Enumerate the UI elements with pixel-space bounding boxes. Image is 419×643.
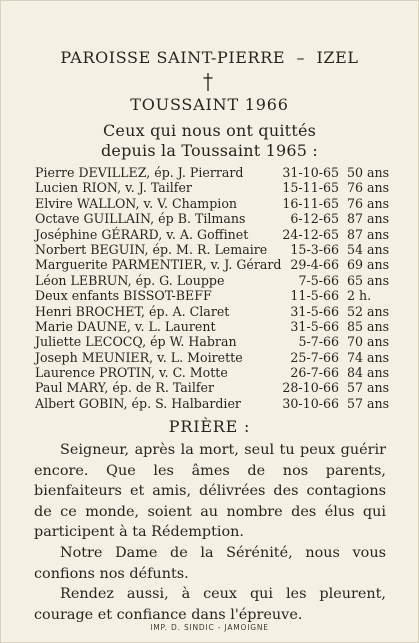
deceased-row bbox=[35, 165, 395, 180]
prayer-text bbox=[34, 440, 386, 625]
death-date: 15-3-66 bbox=[290, 241, 339, 257]
death-date: 11-5-66 bbox=[290, 288, 339, 304]
deceased-row bbox=[35, 396, 395, 411]
death-date: 31-5-66 bbox=[290, 318, 339, 334]
deceased-name: Deux enfants BISSOT-BEFF bbox=[35, 288, 212, 304]
death-date: 26-7-66 bbox=[290, 365, 339, 381]
age: 65 ans bbox=[347, 272, 390, 288]
age: 85 ans bbox=[347, 318, 390, 334]
deceased-row bbox=[35, 211, 395, 226]
age: 76 ans bbox=[347, 195, 390, 211]
deceased-name: Elvire WALLON, v. V. Champion bbox=[35, 195, 238, 211]
death-date: 31-5-66 bbox=[290, 303, 339, 319]
death-date: 25-7-66 bbox=[290, 349, 339, 365]
age: 74 ans bbox=[347, 349, 390, 365]
age: 57 ans bbox=[347, 395, 390, 411]
deceased-name: Joséphine GÉRARD, v. A. Goffinet bbox=[35, 226, 249, 242]
deceased-row bbox=[35, 350, 395, 365]
deceased-name: Juliette LECOCQ, ép W. Habran bbox=[35, 334, 237, 350]
deceased-row bbox=[35, 273, 395, 288]
subtitle-line-1: Ceux qui nous ont quittés bbox=[102, 121, 317, 140]
death-date: 29-4-66 bbox=[290, 257, 339, 273]
deceased-row bbox=[35, 288, 395, 303]
death-date: 31-10-65 bbox=[282, 165, 339, 180]
deceased-list bbox=[35, 165, 395, 411]
deceased-row bbox=[35, 380, 395, 395]
deceased-name: Léon LEBRUN, ép. G. Louppe bbox=[35, 272, 225, 288]
deceased-row bbox=[35, 304, 395, 319]
prayer-paragraph: Notre Dame de la Sérénité, nous vous confions nos défunts. bbox=[34, 544, 386, 582]
prayer-paragraph: Seigneur, après la mort, seul tu peux guérir encore. Que les âmes de nos parents, bienfaiteurs et amis, délivrées des contagions de ce monde, soient au nombre des élus qui participent à ta Rédemption. bbox=[34, 442, 386, 541]
deceased-row bbox=[35, 196, 395, 211]
page-title: TOUSSAINT 1966 bbox=[130, 95, 289, 114]
age: 57 ans bbox=[347, 380, 390, 396]
deceased-row bbox=[35, 365, 395, 380]
deceased-row bbox=[35, 319, 395, 334]
deceased-name: Norbert BEGUIN, ép. M. R. Lemaire bbox=[35, 241, 268, 257]
age: 70 ans bbox=[347, 334, 390, 350]
deceased-name: Paul MARY, ép. de R. Tailfer bbox=[35, 380, 214, 396]
age: 54 ans bbox=[347, 241, 390, 257]
age: 84 ans bbox=[347, 365, 390, 381]
death-date: 30-10-66 bbox=[282, 395, 339, 411]
deceased-row bbox=[35, 257, 395, 272]
age: 87 ans bbox=[347, 211, 390, 227]
prayer-paragraph: Rendez aussi, à ceux qui les pleurent, courage et confiance dans l'épreuve. bbox=[34, 586, 386, 623]
age: 50 ans bbox=[347, 165, 390, 180]
age: 52 ans bbox=[347, 303, 390, 319]
parish-name: PAROISSE SAINT-PIERRE – IZEL bbox=[60, 48, 359, 67]
deceased-name: Henri BROCHET, ép. A. Claret bbox=[35, 303, 230, 319]
deceased-name: Lucien RION, v. J. Tailfer bbox=[35, 180, 192, 196]
death-date: 16-11-65 bbox=[282, 195, 339, 211]
death-date: 6-12-65 bbox=[290, 211, 339, 227]
deceased-name: Pierre DEVILLEZ, ép. J. Pierrard bbox=[35, 165, 244, 180]
age: 76 ans bbox=[347, 180, 390, 196]
death-date: 7-5-66 bbox=[298, 272, 339, 288]
age: 2 h. bbox=[347, 288, 372, 304]
age: 87 ans bbox=[347, 226, 390, 242]
death-date: 5-7-66 bbox=[298, 334, 339, 350]
prayer-title: PRIÈRE : bbox=[168, 417, 251, 436]
cross-icon bbox=[202, 72, 214, 92]
deceased-row bbox=[35, 242, 395, 257]
death-date: 15-11-65 bbox=[282, 180, 339, 196]
subtitle-line-2: depuis la Toussaint 1965 : bbox=[100, 141, 319, 160]
deceased-name: Albert GOBIN, ép. S. Halbardier bbox=[35, 395, 241, 411]
death-date: 24-12-65 bbox=[282, 226, 339, 242]
printer-credit: IMP. D. SINDIC - JAMOIGNE bbox=[150, 623, 269, 632]
age: 69 ans bbox=[347, 257, 390, 273]
deceased-row bbox=[35, 227, 395, 242]
deceased-name: Laurence PROTIN, v. C. Motte bbox=[35, 365, 228, 381]
deceased-row bbox=[35, 180, 395, 195]
deceased-name: Marie DAUNE, v. L. Laurent bbox=[35, 318, 216, 334]
deceased-row bbox=[35, 334, 395, 349]
deceased-name: Octave GUILLAIN, ép B. Tilmans bbox=[35, 211, 246, 227]
deceased-name: Marguerite PARMENTIER, v. J. Gérard bbox=[35, 257, 282, 273]
deceased-name: Joseph MEUNIER, v. L. Moirette bbox=[35, 349, 243, 365]
death-date: 28-10-66 bbox=[282, 380, 339, 396]
